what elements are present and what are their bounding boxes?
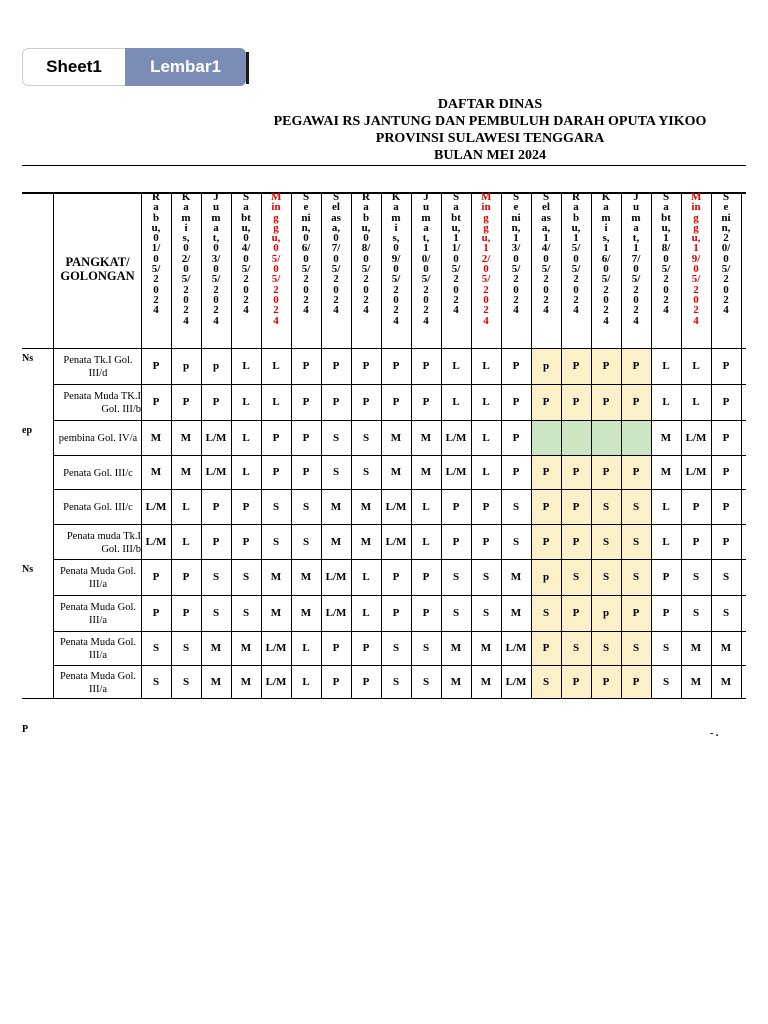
schedule-cell: L (662, 396, 670, 408)
schedule-cell: P (512, 431, 520, 444)
schedule-cell: P (212, 500, 220, 513)
schedule-cell: S (632, 642, 640, 654)
date-header (261, 192, 291, 348)
schedule-cell: S (572, 571, 580, 583)
schedule-cell: S (572, 642, 580, 654)
schedule-cell: P (692, 535, 700, 548)
schedule-cell: L (692, 360, 700, 372)
schedule-cell: P (152, 396, 160, 408)
date-header (681, 192, 711, 348)
schedule-cell: P (662, 607, 670, 619)
schedule-cell: S (602, 642, 610, 654)
schedule-cell: M (300, 571, 312, 583)
schedule-cell: S (332, 431, 340, 444)
row-left-fragment: ep (22, 425, 32, 436)
date-header-label: Rabu, 08/05/2024 (361, 191, 371, 317)
schedule-cell: M (690, 675, 702, 688)
date-header (591, 192, 621, 348)
page-title (230, 96, 750, 164)
schedule-cell: P (362, 360, 370, 372)
schedule-cell: P (302, 396, 310, 408)
schedule-cell: p (182, 360, 190, 372)
schedule-cell: M (720, 675, 732, 688)
schedule-cell: S (722, 571, 730, 583)
schedule-cell: S (152, 675, 160, 688)
schedule-cell: S (362, 466, 370, 478)
schedule-cell: P (422, 607, 430, 619)
schedule-cell: M (180, 466, 192, 478)
schedule-cell: P (572, 500, 580, 513)
schedule-cell: M (720, 642, 732, 654)
schedule-cell: P (512, 396, 520, 408)
schedule-cell (531, 420, 561, 455)
schedule-cell: S (392, 675, 400, 688)
schedule-cell: S (632, 500, 640, 513)
schedule-cell: P (692, 500, 700, 513)
title-divider (22, 165, 746, 166)
pangkat-cell: Penata Muda Gol. III/a (59, 602, 137, 626)
schedule-cell: P (332, 642, 340, 654)
schedule-cell: S (362, 431, 370, 444)
schedule-cell: P (392, 360, 400, 372)
schedule-cell: S (662, 642, 670, 654)
schedule-cell: S (302, 535, 310, 548)
schedule-cell: S (602, 535, 610, 548)
date-header-label: Jumat, 03/05/2024 (211, 191, 221, 327)
date-header (381, 192, 411, 348)
schedule-cell: P (542, 535, 550, 548)
schedule-cell: S (512, 500, 520, 513)
title-line-4: BULAN MEI 2024 (433, 148, 546, 163)
schedule-cell: M (510, 571, 522, 583)
schedule-cell: S (602, 500, 610, 513)
schedule-cell: P (722, 360, 730, 372)
tab-lembar1[interactable]: Lembar1 (125, 48, 246, 86)
schedule-cell: P (332, 675, 340, 688)
date-header-label: Senin, 13/05/2024 (511, 191, 521, 317)
schedule-cell (621, 420, 651, 455)
schedule-cell: P (182, 396, 190, 408)
schedule-cell: P (572, 535, 580, 548)
schedule-cell: L/M (385, 500, 407, 513)
schedule-cell: S (302, 500, 310, 513)
schedule-cell: L (182, 535, 190, 548)
schedule-cell: P (332, 396, 340, 408)
schedule-cell: M (240, 642, 252, 654)
date-header-label: Selasa, 14/05/2024 (541, 191, 551, 317)
schedule-cell: P (632, 396, 640, 408)
schedule-cell: P (422, 360, 430, 372)
schedule-cell: L/M (445, 431, 467, 444)
pangkat-cell: Penata Gol. III/c (63, 502, 133, 513)
schedule-cell: P (182, 607, 190, 619)
schedule-cell: L (272, 396, 280, 408)
date-header-label: Minggu, 05/05/2024 (271, 191, 282, 327)
schedule-cell: L (662, 360, 670, 372)
schedule-cell: L (272, 360, 280, 372)
schedule-cell: L/M (685, 466, 707, 478)
date-header-label: Sabtu, 11/05/2024 (451, 191, 461, 317)
schedule-cell: L (452, 396, 460, 408)
schedule-cell: M (660, 431, 672, 444)
schedule-cell: M (690, 642, 702, 654)
schedule-cell: P (392, 571, 400, 583)
schedule-cell: P (152, 571, 160, 583)
schedule-cell: S (212, 571, 220, 583)
schedule-cell: L/M (685, 431, 707, 444)
pangkat-cell: Penata Muda Gol. III/a (59, 566, 137, 590)
date-header (441, 192, 471, 348)
sheet-tabs (22, 48, 246, 86)
pangkat-cell: Penata Gol. III/c (63, 467, 133, 479)
footer-right-fragment: - . (710, 728, 719, 739)
schedule-cell: P (452, 500, 460, 513)
schedule-cell: M (150, 431, 162, 444)
schedule-cell: M (420, 466, 432, 478)
schedule-cell: M (420, 431, 432, 444)
pangkat-golongan-header: PANGKAT/ GOLONGAN (60, 255, 135, 283)
schedule-cell: P (512, 466, 520, 478)
schedule-cell: P (302, 466, 310, 478)
schedule-cell: S (512, 535, 520, 548)
schedule-cell: S (392, 642, 400, 654)
schedule-cell: S (692, 607, 700, 619)
schedule-cell: P (242, 535, 250, 548)
schedule-cell: P (572, 675, 580, 688)
schedule-cell: L/M (325, 571, 347, 583)
schedule-cell: L (302, 642, 310, 654)
date-header (321, 192, 351, 348)
date-header (621, 192, 651, 348)
schedule-cell: P (602, 360, 610, 372)
schedule-cell: S (242, 571, 250, 583)
schedule-cell: P (542, 466, 550, 478)
schedule-cell: P (482, 535, 490, 548)
schedule-cell: P (722, 396, 730, 408)
schedule-cell: M (390, 431, 402, 444)
row-left-fragment: Ns (22, 353, 34, 364)
schedule-cell: M (270, 571, 282, 583)
schedule-cell (591, 420, 621, 455)
schedule-cell: P (722, 535, 730, 548)
schedule-cell: P (362, 396, 370, 408)
schedule-cell: P (542, 500, 550, 513)
schedule-cell: M (210, 675, 222, 688)
schedule-cell: S (542, 675, 550, 688)
schedule-cell: M (480, 642, 492, 654)
schedule-cell: S (272, 535, 280, 548)
schedule-cell: L/M (205, 431, 227, 444)
schedule-cell: P (212, 396, 220, 408)
schedule-cell: P (602, 466, 610, 478)
schedule-cell: L (662, 535, 670, 548)
schedule-cell: S (422, 642, 430, 654)
schedule-cell: L (242, 466, 250, 478)
schedule-cell: L/M (145, 500, 167, 513)
grid-line (22, 698, 746, 699)
date-header-label: Kamis, 02/05/2024 (181, 191, 191, 327)
date-header-label: Senin, 06/05/2024 (301, 191, 311, 317)
schedule-cell: P (512, 360, 520, 372)
schedule-cell: P (422, 571, 430, 583)
schedule-cell: L/M (265, 642, 287, 654)
schedule-cell: P (272, 466, 280, 478)
schedule-cell: M (150, 466, 162, 478)
date-header-label: Rabu, 01/05/2024 (151, 191, 161, 317)
schedule-cell: M (450, 675, 462, 688)
schedule-cell: L (302, 675, 310, 688)
schedule-cell: M (330, 535, 342, 548)
schedule-cell: P (302, 360, 310, 372)
schedule-cell: P (722, 500, 730, 513)
date-header-label: Rabu, 15/05/2024 (571, 191, 581, 317)
date-header (171, 192, 201, 348)
schedule-cell: p (542, 571, 550, 583)
date-header (291, 192, 321, 348)
schedule-cell: L (692, 396, 700, 408)
pangkat-cell: Penata muda Tk.I Gol. III/b (66, 530, 141, 555)
schedule-cell: M (180, 431, 192, 444)
schedule-cell: S (692, 571, 700, 583)
schedule-cell: L (482, 431, 490, 444)
schedule-cell: L (242, 360, 250, 372)
schedule-cell: L (662, 500, 670, 513)
schedule-cell: S (632, 571, 640, 583)
date-header (651, 192, 681, 348)
schedule-cell: M (450, 642, 462, 654)
schedule-cell: P (272, 431, 280, 444)
schedule-cell: p (212, 360, 220, 372)
schedule-cell: P (392, 607, 400, 619)
schedule-cell: P (332, 360, 340, 372)
grid-line (741, 192, 742, 698)
schedule-cell: S (242, 607, 250, 619)
schedule-cell: L/M (505, 642, 527, 654)
pangkat-cell: Penata Muda Gol. III/a (59, 670, 137, 695)
date-header-label: Kamis, 16/05/2024 (601, 191, 611, 327)
date-header (501, 192, 531, 348)
schedule-cell: L (482, 360, 490, 372)
schedule-cell: p (542, 360, 550, 372)
date-header-label: Sabtu, 04/05/2024 (241, 191, 251, 317)
date-header (231, 192, 261, 348)
schedule-cell: S (272, 500, 280, 513)
row-left-fragment: Ns (22, 564, 34, 575)
schedule-cell: P (362, 675, 370, 688)
date-header (411, 192, 441, 348)
schedule-cell: S (452, 571, 460, 583)
schedule-cell: L (362, 607, 370, 619)
schedule-cell: P (482, 500, 490, 513)
schedule-cell: P (572, 396, 580, 408)
date-header-label: Minggu, 12/05/2024 (481, 191, 492, 327)
schedule-cell: P (452, 535, 460, 548)
date-header-label: Senin, 20/05/2024 (721, 191, 731, 317)
schedule-cell: S (452, 607, 460, 619)
schedule-cell: L (482, 466, 490, 478)
schedule-cell: S (182, 675, 190, 688)
date-header (471, 192, 501, 348)
schedule-cell: M (390, 466, 402, 478)
schedule-cell: L (482, 396, 490, 408)
schedule-cell: P (662, 571, 670, 583)
schedule-cell: M (210, 642, 222, 654)
title-line-2: PEGAWAI RS JANTUNG DAN PEMBULUH DARAH OPUTA YIKOO (273, 114, 707, 129)
schedule-cell: M (360, 535, 372, 548)
schedule-cell: P (212, 535, 220, 548)
schedule-cell: P (632, 466, 640, 478)
schedule-cell: M (480, 675, 492, 688)
schedule-cell: P (242, 500, 250, 513)
date-header (531, 192, 561, 348)
schedule-cell: L (242, 431, 250, 444)
schedule-cell: M (270, 607, 282, 619)
schedule-cell: P (362, 642, 370, 654)
schedule-cell: M (360, 500, 372, 513)
schedule-cell: L/M (205, 466, 227, 478)
date-header (351, 192, 381, 348)
schedule-cell: P (392, 396, 400, 408)
schedule-cell: S (212, 607, 220, 619)
date-header-label: Sabtu, 18/05/2024 (661, 191, 671, 317)
schedule-cell: L (362, 571, 370, 583)
schedule-cell: L/M (445, 466, 467, 478)
schedule-cell: S (482, 571, 490, 583)
schedule-cell: S (182, 642, 190, 654)
schedule-cell: M (510, 607, 522, 619)
schedule-cell: P (542, 396, 550, 408)
schedule-cell: P (572, 607, 580, 619)
schedule-cell: P (632, 360, 640, 372)
pangkat-cell: pembina Gol. IV/a (58, 433, 138, 444)
schedule-cell: P (152, 360, 160, 372)
schedule-cell: L/M (145, 535, 167, 548)
footer-left-fragment: P (22, 724, 29, 735)
schedule-cell: M (660, 466, 672, 478)
schedule-cell: P (182, 571, 190, 583)
schedule-cell: p (602, 607, 610, 619)
schedule-cell: P (722, 431, 730, 444)
schedule-cell: S (722, 607, 730, 619)
schedule-cell: L/M (325, 607, 347, 619)
schedule-cell: L (452, 360, 460, 372)
schedule-cell: P (602, 396, 610, 408)
date-header-label: Jumat, 17/05/2024 (631, 191, 641, 327)
schedule-cell: P (152, 607, 160, 619)
schedule-cell: M (300, 607, 312, 619)
title-line-3: PROVINSI SULAWESI TENGGARA (375, 131, 605, 146)
date-header (711, 192, 741, 348)
schedule-cell: L (422, 500, 430, 513)
date-header-label: Kamis, 09/05/2024 (391, 191, 401, 327)
schedule-cell: P (602, 675, 610, 688)
date-header (201, 192, 231, 348)
schedule-cell: P (632, 607, 640, 619)
schedule-cell: P (572, 360, 580, 372)
schedule-cell: L (422, 535, 430, 548)
schedule-cell: M (240, 675, 252, 688)
schedule-cell: P (572, 466, 580, 478)
tab-sheet1[interactable]: Sheet1 (22, 48, 125, 86)
date-header (561, 192, 591, 348)
date-header-label: Selasa, 07/05/2024 (331, 191, 341, 317)
schedule-cell: S (632, 535, 640, 548)
date-header-label: Jumat, 10/05/2024 (421, 191, 431, 327)
schedule-cell: L/M (385, 535, 407, 548)
schedule-cell: S (662, 675, 670, 688)
schedule-cell (561, 420, 591, 455)
schedule-cell: P (632, 675, 640, 688)
pangkat-cell: Penata Muda Gol. III/a (59, 637, 137, 661)
schedule-cell: L/M (505, 675, 527, 688)
schedule-cell: S (332, 466, 340, 478)
pangkat-cell: Penata Muda TK.I Gol. III/b (63, 391, 141, 415)
title-line-1: DAFTAR DINAS (437, 97, 543, 112)
schedule-cell: S (482, 607, 490, 619)
schedule-cell: L (242, 396, 250, 408)
schedule-cell: S (152, 642, 160, 654)
schedule-cell: P (722, 466, 730, 478)
schedule-cell: S (542, 607, 550, 619)
schedule-cell: L (182, 500, 190, 513)
schedule-cell: P (302, 431, 310, 444)
pangkat-cell: Penata Tk.I Gol. III/d (63, 355, 133, 379)
schedule-cell: P (422, 396, 430, 408)
schedule-cell: S (422, 675, 430, 688)
schedule-cell: L/M (265, 675, 287, 688)
date-header (141, 192, 171, 348)
schedule-cell: S (602, 571, 610, 583)
schedule-cell: M (330, 500, 342, 513)
schedule-cell: P (542, 642, 550, 654)
date-header-label: Minggu, 19/05/2024 (691, 191, 702, 327)
